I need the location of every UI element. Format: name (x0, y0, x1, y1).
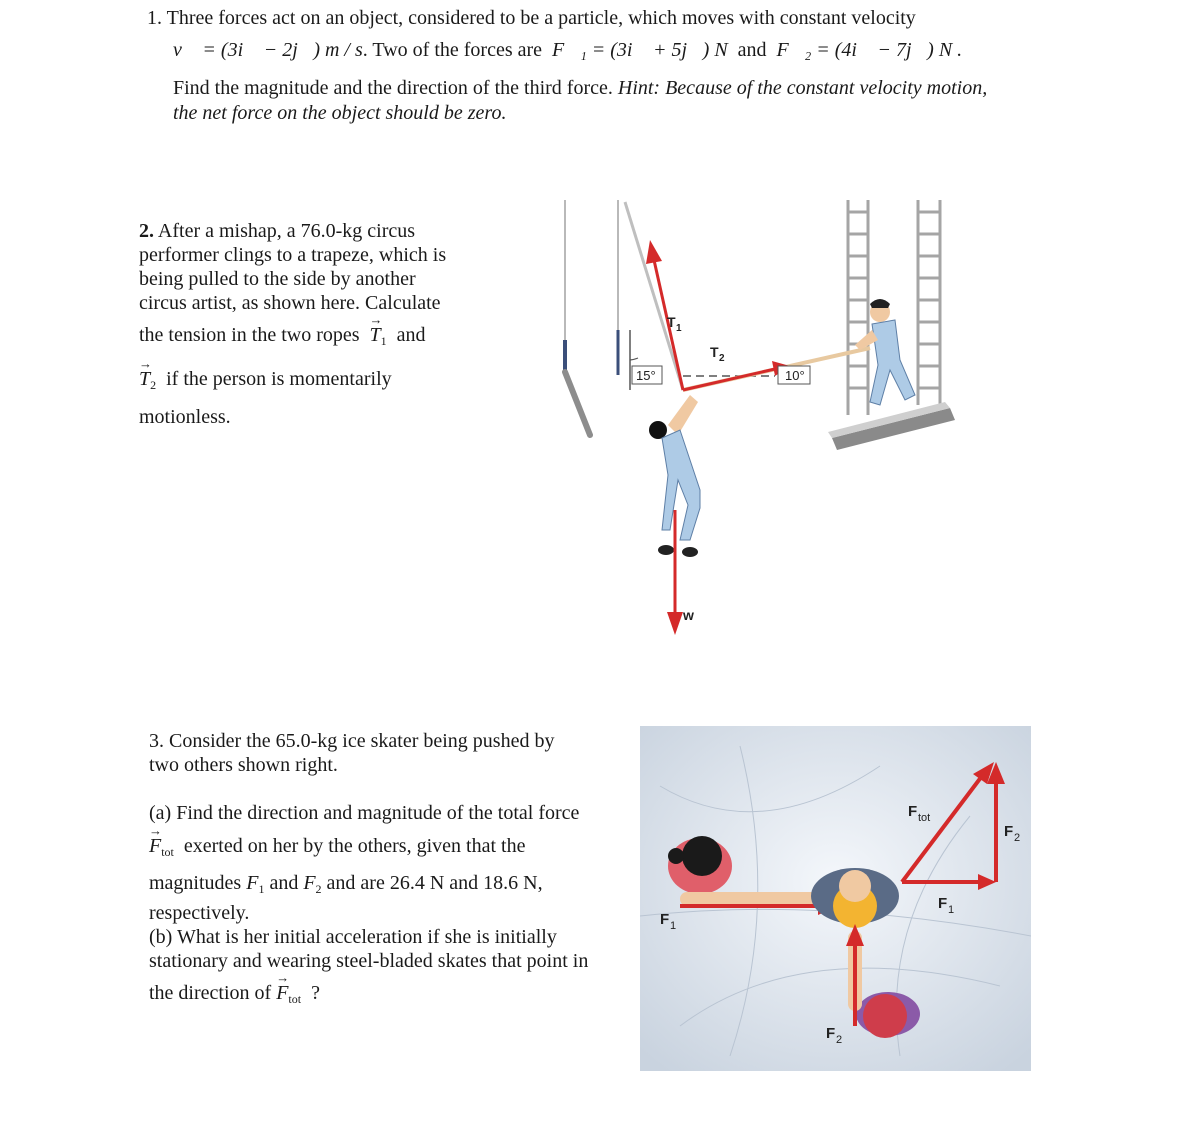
q3-a-line4: respectively. (149, 902, 250, 924)
f1-subscript: 1 (258, 882, 265, 896)
t1-symbol (370, 323, 387, 353)
q2-line1-text: After a mishap, a 76.0-kg circus (157, 220, 416, 242)
q1-hint-text: Hint: Because of the constant velocity motion, (617, 77, 988, 99)
q2-line4: circus artist, as shown here. Calculate (139, 292, 441, 314)
t2-letter: T (139, 368, 151, 390)
q2-text (139, 219, 499, 429)
q2-line3: being pulled to the side by another (139, 268, 416, 290)
skater-f2-label: F (826, 1025, 836, 1042)
q3-line2: two others shown right. (149, 754, 338, 776)
ladder-left (848, 200, 868, 415)
skater-f1-subscript: 1 (670, 920, 677, 932)
q3-a-line2 (149, 834, 629, 864)
t2-figure-label: T (710, 344, 719, 360)
q1-find-text: Find the magnitude and the direction of the third force. (173, 77, 613, 99)
ftot-subscript: tot (161, 845, 174, 859)
q2-line6-text: if the person is momentarily (166, 368, 392, 390)
q2-line2: performer clings to a trapeze, which is (139, 244, 447, 266)
q3-magnitudes-text: magnitudes (149, 872, 242, 894)
spare-trapeze (565, 200, 618, 435)
ftot-symbol-2 (276, 981, 301, 1011)
rope-t1 (625, 202, 683, 390)
q3-b-line3 (149, 981, 629, 1011)
q3-b-line1: (b) What is her initial acceleration if she is initially (149, 926, 557, 948)
q3-intro (149, 729, 629, 777)
q2-number: 2. (139, 220, 154, 242)
t1-subscript: 1 (380, 334, 387, 348)
q2-line5-text: the tension in the two ropes (139, 324, 360, 346)
q3-a-line1: (a) Find the direction and magnitude of the total force (149, 802, 580, 824)
velocity-equation: v⃗ = (3i⃗ − 2j⃗) m / s (173, 39, 363, 61)
triangle-f1-subscript: 1 (948, 904, 955, 916)
skater-f2-subscript: 2 (836, 1034, 843, 1046)
q2-line6 (139, 367, 499, 397)
ladder-right (918, 200, 940, 405)
angle2-label: 10° (785, 368, 805, 383)
w-arrow-head (667, 612, 683, 635)
skater-figure (640, 726, 1031, 1071)
q3-line1: 3. Consider the 65.0-kg ice skater being pushed by (149, 730, 555, 752)
q3-a-line2-text: exerted on her by the others, given that the (183, 835, 526, 857)
q2-line1 (139, 219, 499, 243)
f2-letter: F (303, 872, 316, 894)
triangle-f2-label: F (1004, 823, 1014, 840)
q1-line3 (173, 76, 1153, 100)
ftot-symbol (149, 834, 174, 864)
q2-line5 (139, 323, 499, 353)
skater-f1-label: F (660, 911, 670, 928)
q3-b-line3-text: the direction of (149, 982, 272, 1004)
q1-and-text: and (737, 39, 767, 61)
t1-arrow-head (646, 240, 662, 264)
t2-figure-subscript: 2 (719, 353, 725, 364)
q3-parts (149, 801, 629, 1011)
q1-line2 (173, 38, 1153, 62)
w-figure-label: w (683, 607, 694, 623)
q1-two-forces-text: . Two of the forces are (362, 39, 543, 61)
angle1-label: 15° (636, 368, 656, 383)
q3-a-line3 (149, 871, 629, 901)
q2-and-text: and (396, 324, 426, 346)
q1-hint-line2: the net force on the object should be zero. (173, 102, 507, 124)
f1-letter: F (246, 872, 259, 894)
trapeze-figure (550, 190, 960, 640)
q3-a-line3-text: and are 26.4 N and 18.6 N, (326, 872, 543, 894)
ftot-subscript-2: tot (288, 992, 302, 1006)
t2-symbol (139, 367, 156, 397)
ftot-letter: F (149, 835, 162, 857)
q3-question-mark: ? (311, 982, 320, 1004)
t2-subscript: 2 (150, 378, 157, 392)
force2-equation: F⃗₂ = (4i⃗ − 7j⃗) N . (776, 39, 963, 61)
q3-b-line2: stationary and wearing steel-bladed skates that point in (149, 950, 589, 972)
t1-letter: T (369, 324, 381, 346)
q1-line1: 1. Three forces act on an object, considered to be a particle, which moves with constant velocity (147, 7, 916, 29)
f2-symbol (303, 872, 321, 894)
triangle-f2-subscript: 2 (1014, 832, 1021, 844)
t2-arrow-shaft (683, 369, 775, 390)
t1-figure-label: T (667, 314, 676, 330)
q2-line7: motionless. (139, 406, 231, 428)
f1-symbol (246, 872, 264, 894)
triangle-f1-label: F (938, 895, 948, 912)
q3-and-text: and (269, 872, 299, 894)
force1-equation: F⃗₁ = (3i⃗ + 5j⃗) N (552, 39, 728, 61)
ftot-letter-2: F (276, 982, 289, 1004)
ftot-figure-subscript: tot (918, 812, 931, 824)
f2-subscript: 2 (315, 882, 322, 896)
angle1-arc (630, 358, 638, 360)
t1-figure-subscript: 1 (676, 323, 682, 334)
ftot-figure-label: F (908, 803, 918, 820)
